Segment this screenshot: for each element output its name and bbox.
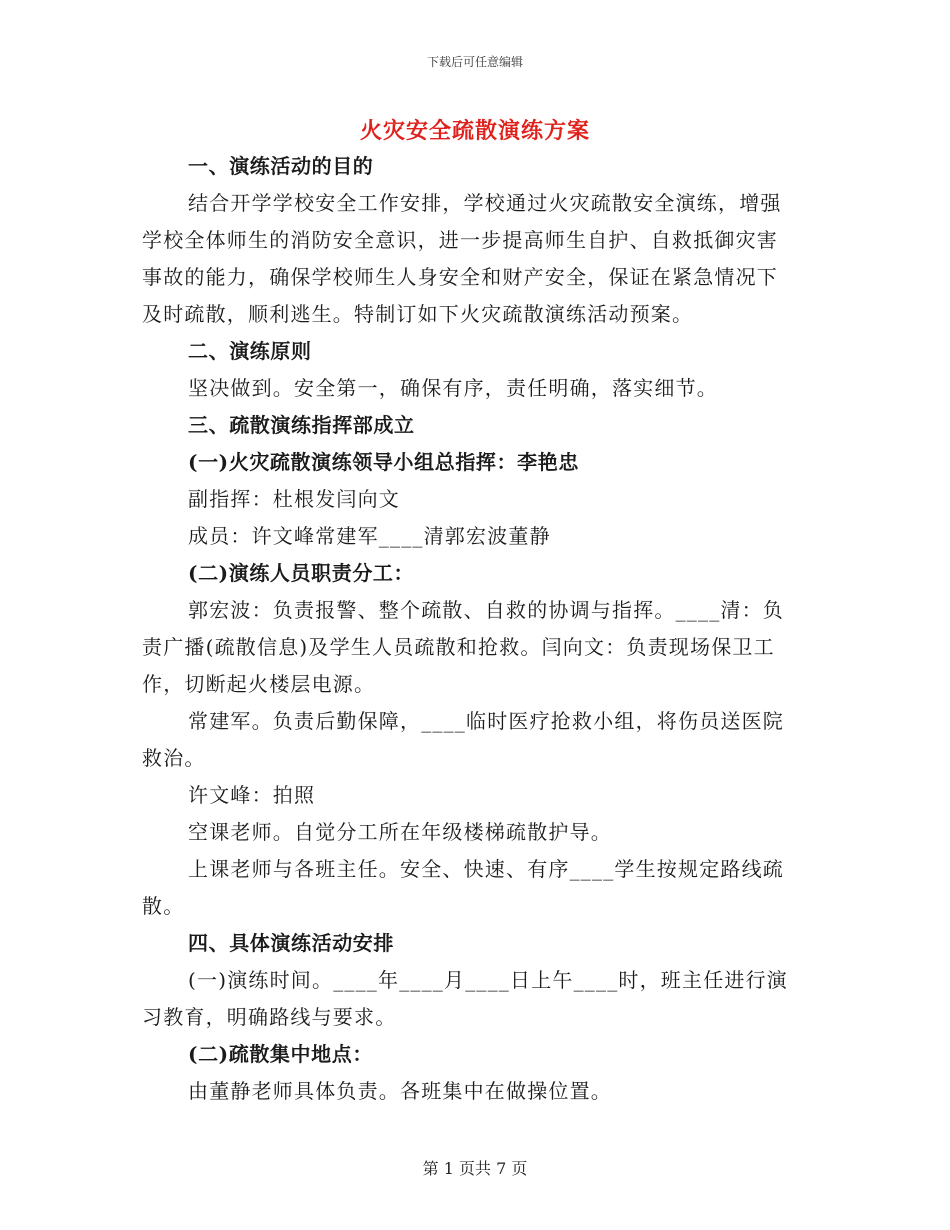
paragraph-line: 郭宏波：负责报警、整个疏散、自救的协调与指挥。____清：负 bbox=[188, 598, 784, 622]
paragraph-line: 副指挥：杜根发闫向文 bbox=[188, 487, 400, 511]
paragraph-line: 坚决做到。安全第一，确保有序，责任明确，落实细节。 bbox=[188, 376, 718, 400]
page-footer: 第 1 页共 7 页 bbox=[422, 1159, 528, 1178]
paragraph-line: 常建军。负责后勤保障，____临时医疗抢救小组，将伤员送医院 bbox=[188, 709, 784, 733]
section-heading: (一)火灾疏散演练领导小组总指挥：李艳忠 bbox=[188, 450, 579, 474]
paragraph-line: 事故的能力，确保学校师生人身安全和财产安全，保证在紧急情况下 bbox=[142, 265, 778, 289]
paragraph-line: 结合开学学校安全工作安排，学校通过火灾疏散安全演练，增强 bbox=[188, 191, 782, 215]
section-heading: (二)疏散集中地点： bbox=[188, 1042, 373, 1066]
section-heading: 一、演练活动的目的 bbox=[188, 154, 374, 178]
paragraph-line: 作，切断起火楼层电源。 bbox=[142, 672, 376, 696]
header-note: 下载后可任意编辑 bbox=[426, 55, 523, 69]
paragraph-line: 上课老师与各班主任。安全、快速、有序____学生按规定路线疏 bbox=[188, 857, 784, 881]
paragraph-line: 散。 bbox=[142, 894, 185, 918]
paragraph-line: 习教育，明确路线与要求。 bbox=[142, 1005, 397, 1029]
paragraph-line: 由董静老师具体负责。各班集中在做操位置。 bbox=[188, 1079, 612, 1103]
paragraph-line: 许文峰：拍照 bbox=[188, 783, 316, 807]
paragraph-line: 空课老师。自觉分工所在年级楼梯疏散护导。 bbox=[188, 820, 612, 844]
section-heading: 三、疏散演练指挥部成立 bbox=[188, 413, 415, 437]
paragraph-line: 学校全体师生的消防安全意识，进一步提高师生自护、自救抵御灾害 bbox=[142, 228, 778, 252]
paragraph-line: 救治。 bbox=[142, 746, 206, 770]
paragraph-line: 责广播(疏散信息)及学生人员疏散和抢救。闫向文：负责现场保卫工 bbox=[142, 635, 775, 659]
section-heading: 二、演练原则 bbox=[188, 339, 312, 363]
section-heading: (二)演练人员职责分工： bbox=[188, 561, 415, 585]
document-title: 火灾安全疏散演练方案 bbox=[359, 118, 590, 144]
paragraph-line: 成员：许文峰常建军____清郭宏波董静 bbox=[188, 524, 551, 548]
paragraph-line: (一)演练时间。____年____月____日上午____时，班主任进行演 bbox=[188, 968, 789, 992]
section-heading: 四、具体演练活动安排 bbox=[188, 931, 394, 955]
document-body bbox=[142, 148, 807, 1110]
paragraph-line: 及时疏散，顺利逃生。特制订如下火灾疏散演练活动预案。 bbox=[142, 302, 694, 326]
